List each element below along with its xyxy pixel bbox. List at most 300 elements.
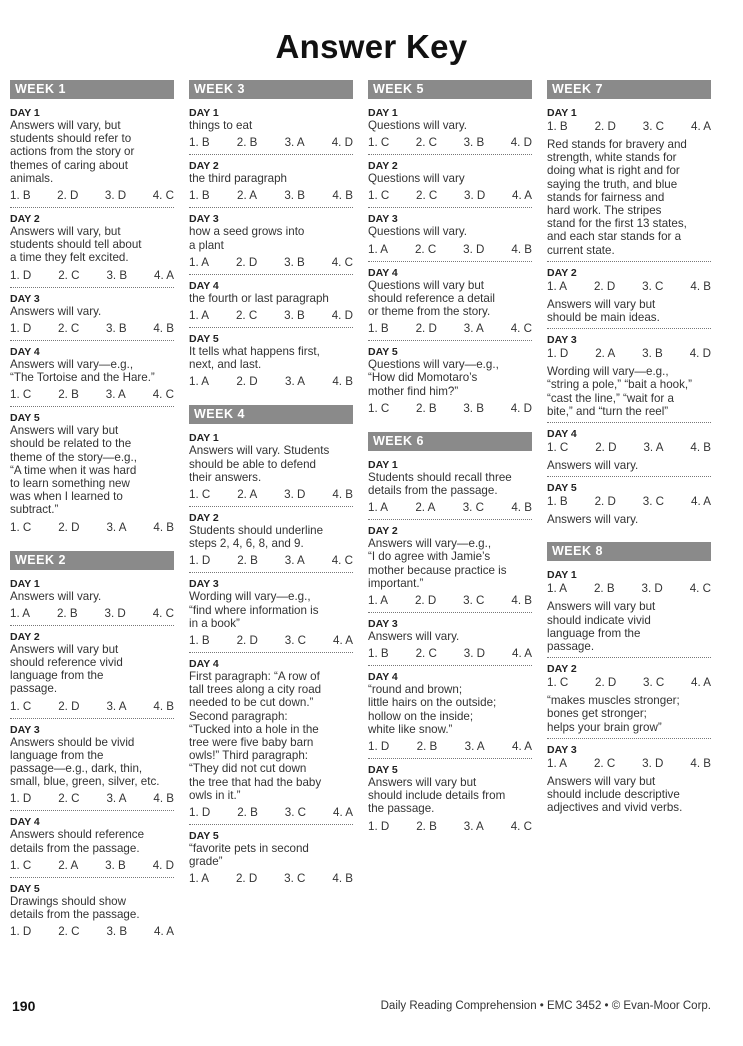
answer-choice: 4. D (510, 136, 532, 150)
answer-choice: 4. A (154, 268, 174, 282)
answer-choice: 3. C (284, 806, 307, 820)
day-label: DAY 4 (368, 671, 398, 684)
answer-choice: 3. B (105, 858, 126, 872)
day-label: DAY 3 (368, 618, 398, 631)
answer-choice: 3. D (463, 242, 485, 256)
answer-choice: 3. A (106, 792, 127, 806)
day-label: DAY 1 (189, 107, 219, 119)
answer-choice: 3. D (642, 756, 664, 770)
answer-choice: 3. C (642, 120, 665, 133)
answer-choice: 1. D (10, 268, 32, 282)
answer-text: Answers will vary but should be main ideas. (547, 297, 660, 325)
dotted-divider (189, 506, 353, 507)
answer-text: Answers will vary but should include descriptive adjectives and vivid verbs. (547, 774, 683, 815)
dotted-divider (189, 274, 353, 275)
answer-choice: 1. C (547, 676, 569, 690)
answer-choice: 2. D (58, 699, 80, 713)
answer-text: Wording will vary—e.g., “string a pole,” “bait a hook,” “cast the line,” “wait for a bite,” and “turn the reel” (547, 365, 692, 418)
day-label: DAY 1 (10, 107, 40, 119)
answer-choice: 1. A (368, 501, 388, 515)
answer-text: Students should underline steps 2, 4, 6, 8, and 9. (189, 524, 324, 551)
answer-choice: 2. D (415, 322, 437, 336)
answer-choice: 2. C (58, 268, 80, 282)
day-label: DAY 3 (10, 723, 40, 736)
dotted-divider (547, 261, 711, 262)
answer-row (10, 388, 174, 406)
answer-row (10, 607, 174, 625)
answer-choice: 2. D (58, 520, 80, 534)
answer-choice: 4. D (152, 858, 174, 872)
dotted-divider (368, 612, 532, 613)
answer-choice: 4. A (691, 495, 711, 509)
answer-text: “round and brown; little hairs on the outside; hollow on the inside; white like snow.” (368, 683, 497, 736)
answer-text: Answers will vary but should reference vivid language from the passage. (10, 642, 123, 696)
day-label: DAY 2 (10, 213, 40, 226)
answer-row (189, 375, 353, 393)
dotted-divider (189, 207, 353, 208)
dotted-divider (368, 154, 532, 155)
answer-text: Wording will vary—e.g., “find where information is in a book” (189, 590, 319, 630)
answer-choice: 2. C (415, 136, 438, 150)
answer-choice: 4. D (689, 347, 711, 361)
answer-choice: 3. B (106, 925, 128, 939)
day-label: DAY 4 (368, 266, 398, 279)
day-label: DAY 3 (189, 213, 219, 226)
answer-choice: 1. B (368, 322, 389, 336)
day-label: DAY 3 (10, 292, 40, 305)
answer-choice: 2. D (235, 872, 258, 886)
answer-text: Answers will vary, but students should tell about a time they felt excited. (10, 225, 142, 265)
answer-choice: 1. A (547, 279, 567, 293)
answer-choice: 3. B (463, 136, 485, 150)
answer-text: Answers should reference details from the passage. (10, 828, 145, 855)
answer-choice: 2. B (416, 740, 438, 754)
week-header: WEEK 1 (10, 80, 174, 99)
dotted-divider (547, 657, 711, 658)
answer-choice: 3. B (106, 321, 127, 335)
answer-choice: 4. B (153, 792, 174, 806)
answer-choice: 1. C (10, 699, 32, 713)
answer-choice: 3. A (106, 699, 127, 713)
answer-choice: 3. D (641, 582, 663, 596)
answer-choice: 2. D (595, 676, 617, 690)
answer-text: Students should recall three details from the passage. (368, 470, 512, 498)
answer-choice: 4. A (333, 634, 353, 648)
answer-row (547, 676, 711, 694)
answer-choice: 2. D (235, 255, 258, 269)
answer-text: “favorite pets in second grade” (189, 842, 309, 869)
answer-choice: 1. D (547, 347, 569, 361)
week-header: WEEK 6 (368, 432, 532, 451)
answer-choice: 1. A (189, 375, 209, 389)
answer-choice: 4. B (690, 756, 711, 770)
answer-choice: 2. A (595, 347, 616, 361)
dotted-divider (547, 476, 711, 477)
week-header: WEEK 8 (547, 542, 711, 561)
answer-choice: 1. C (10, 388, 32, 402)
answer-choice: 4. C (152, 388, 174, 402)
answer-choice: 3. A (285, 375, 305, 389)
answer-choice: 4. B (153, 520, 174, 534)
answer-text: Answers should be vivid language from the passage—e.g., dark, thin, small, blue, green, silver, etc. (10, 735, 160, 789)
day-label: DAY 2 (547, 266, 577, 279)
answer-choice: 3. B (284, 189, 305, 203)
answer-choice: 1. D (10, 792, 32, 806)
answer-choice: 1. D (189, 554, 211, 568)
answer-choice: 3. A (463, 322, 484, 336)
day-label: DAY 4 (189, 279, 219, 292)
answer-row (547, 120, 711, 138)
answer-choice: 2. C (58, 925, 80, 939)
answer-choice: 3. A (106, 520, 127, 534)
answer-text: Answers will vary—e.g., “I do agree with Jamie’s mother because practice is important.” (368, 537, 507, 590)
answer-choice: 3. D (463, 647, 486, 661)
answer-choice: 2. A (237, 488, 258, 502)
answer-choice: 3. B (642, 347, 663, 361)
answer-choice: 2. D (593, 279, 616, 293)
week-header: WEEK 3 (189, 80, 353, 99)
column-1 (10, 80, 174, 943)
answer-choice: 1. D (10, 321, 32, 335)
answer-choice: 4. B (153, 699, 174, 713)
answer-row (368, 594, 532, 612)
day-label: DAY 4 (189, 658, 219, 671)
answer-choice: 2. C (58, 792, 80, 806)
answer-choice: 3. C (463, 594, 485, 608)
answer-row (189, 634, 353, 652)
answer-row (368, 820, 532, 838)
answer-choice: 2. C (415, 647, 437, 661)
answer-choice: 1. D (189, 806, 211, 820)
answer-choice: 4. B (690, 279, 711, 293)
dotted-divider (189, 824, 353, 825)
day-label: DAY 3 (368, 213, 398, 226)
answer-choice: 2. D (236, 375, 258, 389)
answer-choice: 2. D (595, 441, 617, 455)
week-header: WEEK 4 (189, 405, 353, 424)
answer-choice: 4. B (332, 375, 353, 389)
week-header: WEEK 7 (547, 80, 711, 99)
answer-choice: 1. D (368, 740, 390, 754)
answer-text: Answers will vary. Students should be able to defend their answers. (189, 444, 330, 484)
answer-row (547, 582, 711, 600)
day-label: DAY 2 (368, 525, 398, 538)
answer-choice: 1. A (10, 606, 30, 620)
answer-choice: 2. B (416, 819, 437, 833)
answer-row (189, 136, 353, 154)
answer-choice: 3. A (464, 740, 485, 754)
answer-text: how a seed grows into a plant (189, 225, 305, 252)
answer-choice: 4. D (510, 401, 532, 415)
dotted-divider (368, 261, 532, 262)
answer-row (368, 322, 532, 340)
answer-choice: 3. C (284, 872, 306, 886)
day-label: DAY 3 (547, 334, 577, 347)
answer-choice: 2. B (58, 388, 79, 402)
answer-choice: 2. C (58, 321, 80, 335)
day-label: DAY 5 (189, 830, 219, 843)
answer-choice: 4. C (152, 606, 174, 620)
answer-row (368, 136, 532, 154)
answer-choice: 1. C (368, 401, 390, 415)
answer-choice: 1. C (189, 488, 211, 502)
dotted-divider (10, 287, 174, 288)
answer-choice: 3. D (104, 189, 127, 203)
column-2 (189, 80, 353, 890)
answer-choice: 4. A (691, 120, 711, 133)
answer-choice: 3. A (463, 819, 484, 833)
day-label: DAY 1 (189, 432, 219, 445)
answer-row (10, 700, 174, 718)
day-label: DAY 2 (189, 160, 219, 173)
answer-row (547, 441, 711, 459)
dotted-divider (10, 810, 174, 811)
day-label: DAY 2 (189, 512, 219, 525)
answer-choice: 2. B (416, 401, 437, 415)
day-label: DAY 1 (10, 577, 40, 590)
day-label: DAY 4 (10, 816, 40, 829)
dotted-divider (368, 207, 532, 208)
answer-choice: 2. B (593, 582, 615, 596)
answer-choice: 1. D (10, 925, 32, 939)
answer-choice: 1. C (10, 858, 32, 872)
day-label: DAY 3 (547, 743, 577, 756)
dotted-divider (368, 340, 532, 341)
answer-choice: 2. D (236, 634, 258, 648)
answer-choice: 3. C (642, 279, 664, 293)
dotted-divider (368, 665, 532, 666)
answer-row (10, 521, 174, 539)
dotted-divider (10, 207, 174, 208)
answer-choice: 1. B (368, 647, 389, 661)
day-label: DAY 5 (368, 346, 398, 359)
answer-choice: 4. D (331, 309, 353, 323)
answer-choice: 1. A (547, 756, 567, 770)
column-3 (368, 80, 532, 838)
page-number: 190 (12, 998, 36, 1014)
answer-row (189, 806, 353, 824)
dotted-divider (10, 625, 174, 626)
answer-choice: 4. B (511, 594, 532, 608)
answer-choice: 4. B (153, 321, 174, 335)
answer-choice: 1. B (189, 189, 210, 203)
answer-choice: 3. B (284, 255, 305, 269)
answer-choice: 2. C (416, 189, 438, 203)
dotted-divider (547, 738, 711, 739)
answer-choice: 2. B (236, 136, 258, 150)
answer-row (547, 347, 711, 365)
answer-choice: 2. B (237, 806, 258, 820)
answer-row (368, 402, 532, 420)
day-label: DAY 3 (189, 578, 219, 591)
answer-choice: 3. A (284, 136, 305, 150)
answer-row (368, 501, 532, 519)
answer-choice: 1. A (547, 582, 567, 596)
dotted-divider (10, 718, 174, 719)
dotted-divider (10, 340, 174, 341)
answer-choice: 1. C (10, 520, 32, 534)
dotted-divider (10, 406, 174, 407)
answer-choice: 4. B (690, 441, 711, 455)
answer-text: things to eat (189, 119, 253, 132)
day-label: DAY 1 (547, 569, 577, 582)
answer-choice: 4. B (332, 872, 353, 886)
answer-choice: 3. C (643, 676, 665, 690)
answer-choice: 1. A (189, 255, 209, 269)
answer-choice: 3. A (284, 554, 305, 568)
day-label: DAY 1 (547, 107, 577, 119)
answer-text: Answers will vary. (547, 459, 639, 473)
answer-choice: 3. B (106, 268, 128, 282)
answer-text: Drawings should show details from the passage. (10, 894, 140, 922)
answer-choice: 1. D (368, 819, 390, 833)
answer-text: Answers will vary. (10, 304, 102, 318)
answer-choice: 2. A (58, 858, 79, 872)
column-4 (547, 80, 711, 818)
answer-choice: 3. B (284, 309, 305, 323)
answer-text: Answers will vary. (368, 630, 460, 644)
answer-row (10, 859, 174, 877)
day-label: DAY 1 (368, 107, 398, 119)
answer-choice: 1. C (547, 441, 569, 455)
answer-choice: 2. D (594, 120, 616, 133)
answer-text: Answers will vary but should be related to the theme of the story—e.g., “A time when it was hard to learn something new was when I learned to subtract.” (10, 424, 137, 517)
answer-choice: 4. B (332, 189, 353, 203)
answer-choice: 2. A (237, 189, 257, 203)
answer-row (189, 256, 353, 274)
answer-text: Answers will vary, but students should refer to actions from the story or themes of caring about animals. (10, 119, 135, 185)
answer-row (189, 488, 353, 506)
answer-text: Answers will vary—e.g., “The Tortoise and the Hare.” (10, 357, 155, 385)
dotted-divider (547, 422, 711, 423)
day-label: DAY 5 (10, 412, 40, 425)
answer-text: First paragraph: “A row of tall trees along a city road needed to be cut down.” Second paragraph: “Tucked into a hole in the tree were five baby barn owls!” Third paragraph: “They did not cut down the tree that had the baby owls in it.” (189, 670, 322, 802)
day-label: DAY 4 (547, 428, 577, 441)
answer-choice: 2. D (57, 189, 79, 203)
dotted-divider (547, 328, 711, 329)
answer-choice: 1. C (368, 136, 390, 150)
answer-choice: 3. C (462, 501, 484, 515)
answer-row (368, 740, 532, 758)
dotted-divider (10, 877, 174, 878)
answer-choice: 4. A (512, 189, 532, 203)
dotted-divider (368, 519, 532, 520)
answer-text: Red stands for bravery and strength, white stands for doing what is right and for saying the truth, and blue stands for fairness and hard work. The stripes stand for the first 13 states, and each star stands for a current state. (547, 138, 687, 257)
answer-choice: 4. A (691, 676, 711, 690)
answer-row (547, 280, 711, 298)
answer-choice: 3. D (464, 189, 486, 203)
answer-choice: 4. B (511, 242, 532, 256)
dotted-divider (368, 758, 532, 759)
dotted-divider (189, 652, 353, 653)
answer-choice: 1. B (189, 136, 210, 150)
answer-row (368, 189, 532, 207)
dotted-divider (189, 154, 353, 155)
week-header: WEEK 2 (10, 551, 174, 570)
answer-choice: 3. A (105, 388, 126, 402)
answer-choice: 3. D (284, 488, 306, 502)
day-label: DAY 1 (368, 458, 398, 471)
answer-choice: 2. D (414, 594, 437, 608)
answer-text: Questions will vary. (368, 225, 468, 239)
answer-choice: 1. A (368, 594, 388, 608)
answer-row (189, 554, 353, 572)
answer-choice: 1. C (368, 189, 390, 203)
answer-choice: 3. B (463, 401, 484, 415)
answer-row (189, 872, 353, 890)
day-label: DAY 5 (547, 482, 577, 495)
answer-text: Answers will vary but should indicate vivid language from the passage. (547, 600, 656, 654)
answer-choice: 4. A (512, 647, 532, 661)
answer-choice: 3. D (104, 606, 126, 620)
answer-choice: 2. C (593, 756, 616, 770)
answer-row (547, 757, 711, 775)
answer-choice: 4. A (512, 740, 532, 754)
answer-row (10, 189, 174, 207)
answer-text: Answers will vary but should include details from the passage. (368, 776, 506, 816)
footer-credit: Daily Reading Comprehension • EMC 3452 • © Evan-Moor Corp. (380, 1000, 711, 1012)
answer-choice: 3. C (642, 495, 665, 509)
day-label: DAY 4 (10, 345, 40, 358)
answer-row (189, 189, 353, 207)
answer-choice: 1. B (10, 189, 31, 203)
day-label: DAY 2 (10, 630, 40, 643)
answer-text: the third paragraph (189, 172, 287, 186)
answer-choice: 2. B (237, 554, 258, 568)
answer-text: the fourth or last paragraph (189, 291, 329, 305)
answer-choice: 4. C (510, 819, 532, 833)
answer-text: Answers will vary. (547, 513, 639, 527)
day-label: DAY 2 (368, 160, 398, 173)
answer-row (10, 322, 174, 340)
answer-choice: 3. C (284, 634, 307, 648)
answer-text: Questions will vary but should reference a detail or theme from the story. (368, 278, 495, 319)
answer-text: Questions will vary. (368, 119, 468, 132)
answer-row (10, 925, 174, 943)
page-title: Answer Key (275, 28, 468, 65)
week-header: WEEK 5 (368, 80, 532, 99)
answer-choice: 4. B (332, 488, 353, 502)
answer-choice: 4. C (689, 582, 711, 596)
day-label: DAY 2 (547, 663, 577, 676)
day-label: DAY 5 (189, 333, 219, 346)
answer-row (368, 647, 532, 665)
answer-choice: 2. B (56, 606, 78, 620)
answer-row (368, 243, 532, 261)
answer-choice: 4. D (331, 136, 353, 150)
answer-choice: 1. B (189, 634, 210, 648)
answer-row (189, 309, 353, 327)
dotted-divider (189, 327, 353, 328)
answer-choice: 4. A (154, 925, 174, 939)
answer-choice: 4. A (333, 806, 353, 820)
answer-choice: 4. C (510, 322, 532, 336)
answer-text: Questions will vary (368, 172, 465, 186)
day-label: DAY 5 (10, 882, 40, 895)
answer-choice: 1. A (189, 872, 209, 886)
answer-row (547, 495, 711, 513)
dotted-divider (189, 572, 353, 573)
answer-choice: 1. A (368, 242, 388, 256)
day-label: DAY 5 (368, 764, 398, 777)
answer-choice: 1. A (189, 309, 209, 323)
answer-row (10, 269, 174, 287)
answer-choice: 4. B (511, 501, 532, 515)
answer-text: “makes muscles stronger; bones get stronger; helps your brain grow” (547, 694, 680, 734)
answer-text: Answers will vary. (10, 589, 102, 603)
answer-choice: 1. B (547, 120, 568, 133)
answer-row (10, 792, 174, 810)
